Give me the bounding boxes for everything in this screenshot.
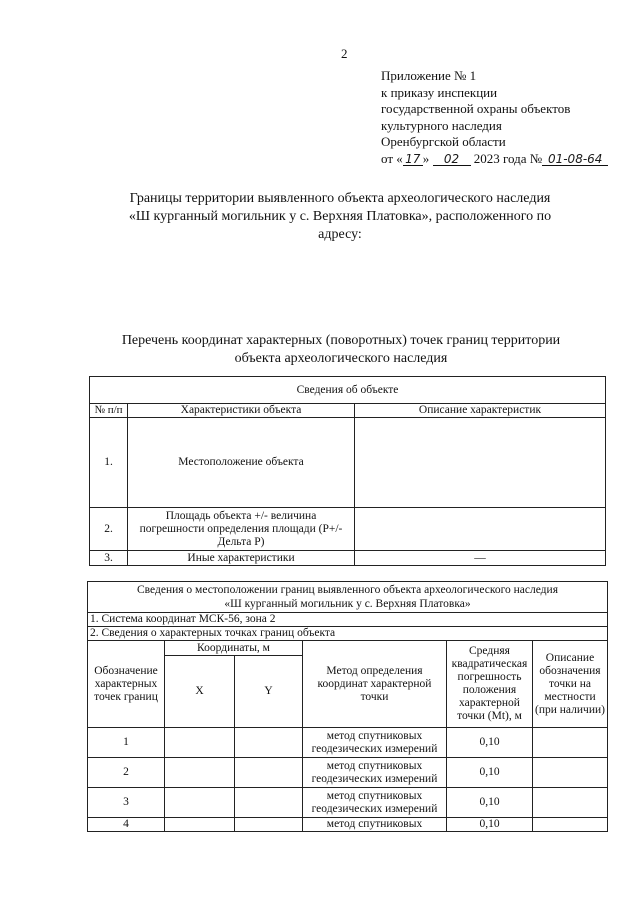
row-characteristic: Местоположение объекта [128,418,355,508]
list-title-line-2: объекта археологического наследия [234,351,448,366]
row-description [355,418,606,508]
header-characteristics: Характеристики объекта [128,404,355,418]
order-date-line [381,151,608,168]
heading-line-3: адресу: [318,227,362,242]
table-row [88,818,608,832]
point-y [235,818,303,832]
point-x [165,788,235,818]
point-x [165,728,235,758]
table-row [88,728,608,758]
point-description [533,728,608,758]
point-y [235,728,303,758]
point-method: метод спутниковых геодезических измерений [303,728,447,758]
header-mean-error: Средняя квадратическая погрешность положения характерной точки (Mt), м [447,641,533,728]
row-description: — [355,551,606,566]
header-description: Описание характеристик [355,404,606,418]
boundary-coordinates-table [87,581,608,832]
table-row [90,508,606,551]
header-coordinates: Координаты, м [165,641,303,656]
boundary-caption-line-1: Сведения о местоположении границ выявленного объекта археологического наследия [137,584,558,596]
point-error: 0,10 [447,728,533,758]
heading-line-2: «Ш курганный могильник у с. Верхняя Платовка», расположенного по [128,209,552,224]
header-point-description: Описание обозначения точки на местности (при наличии) [533,641,608,728]
document-heading [100,190,580,244]
date-mid: » [422,150,430,166]
list-title-line-1: Перечень координат характерных (поворотных) точек границ территории [121,333,561,348]
row-characteristic: Иные характеристики [128,551,355,566]
point-error: 0,10 [447,788,533,818]
point-x [165,758,235,788]
point-id: 1 [88,728,165,758]
coordinates-list-title [96,332,586,368]
table-row [88,788,608,818]
appendix-line-4: Оренбургской области [381,134,506,149]
heading-line-1: Границы территории выявленного объекта археологического наследия [129,191,551,206]
point-x [165,818,235,832]
coordinate-system: 1. Система координат МСК-56, зона 2 [88,613,608,627]
boundary-table-caption [88,582,608,613]
point-description [533,758,608,788]
points-section-title: 2. Сведения о характерных точках границ объекта [88,627,608,641]
point-description [533,788,608,818]
appendix-line-1: к приказу инспекции [381,84,498,100]
point-error: 0,10 [447,758,533,788]
point-description [533,818,608,832]
header-point-designation: Обозначение характерных точек границ [88,641,165,728]
date-month: 02 [433,153,471,166]
point-id: 2 [88,758,165,788]
date-year: 2023 года № [473,150,543,166]
point-method: метод спутниковых [303,818,447,832]
boundary-caption-line-2: «Ш курганный могильник у с. Верхняя Платовка» [224,598,471,610]
appendix-title: Приложение № 1 [381,68,477,83]
table-row [88,758,608,788]
object-table-caption: Сведения об объекте [90,377,606,404]
header-method: Метод определения координат характерной точки [303,641,447,728]
table-row [90,551,606,566]
point-error: 0,10 [447,818,533,832]
page-number: 2 [341,46,348,61]
point-y [235,758,303,788]
row-number: 3. [90,551,128,566]
point-y [235,788,303,818]
header-x: X [165,656,235,728]
row-number: 1. [90,418,128,508]
appendix-block [381,68,608,167]
row-number: 2. [90,508,128,551]
header-y: Y [235,656,303,728]
header-number: № п/п [90,404,128,418]
row-description [355,508,606,551]
date-day: 17 [403,153,423,166]
table-row [90,418,606,508]
order-number: 01-08-64 [542,153,608,166]
point-method: метод спутниковых геодезических измерений [303,758,447,788]
date-prefix: от « [381,150,403,166]
point-method: метод спутниковых геодезических измерений [303,788,447,818]
appendix-line-3: культурного наследия [381,117,502,133]
point-id: 4 [88,818,165,832]
appendix-line-2: государственной охраны объектов [381,101,571,116]
object-info-table [89,376,606,566]
row-characteristic: Площадь объекта +/- величина погрешности определения площади (Р+/- Дельта Р) [128,508,355,551]
point-id: 3 [88,788,165,818]
